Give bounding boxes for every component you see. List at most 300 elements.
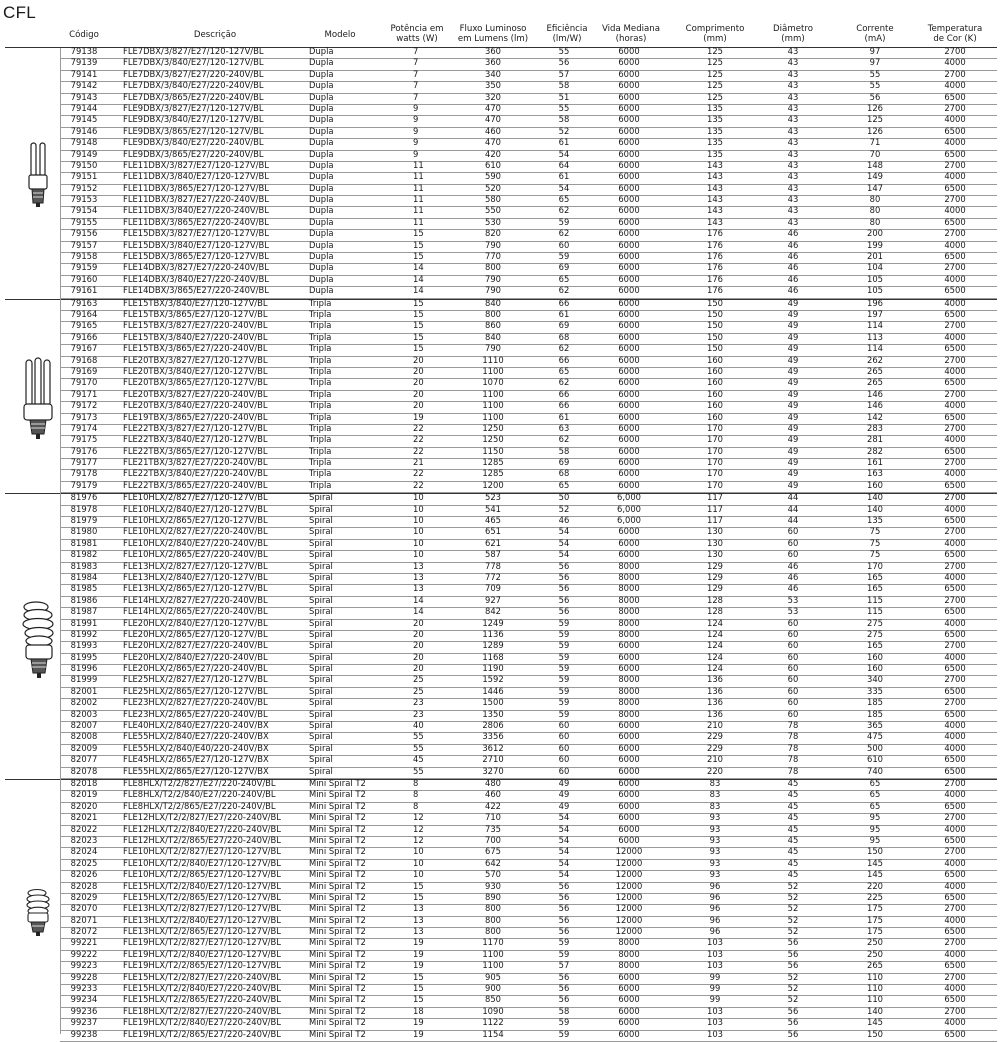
cell-eficiencia: 56: [558, 994, 570, 1005]
cell-diametro: 46: [787, 273, 799, 284]
cell-potencia: 10: [413, 537, 424, 548]
cell-corrente: 335: [867, 685, 883, 696]
cell-temperatura: 6500: [944, 285, 966, 296]
cell-temperatura: 2700: [944, 46, 966, 56]
cell-fluxo: 709: [485, 583, 501, 594]
cell-temperatura: 4000: [944, 537, 966, 548]
cell-diametro: 43: [787, 194, 799, 205]
cell-potencia: 10: [413, 549, 424, 560]
cell-comprimento: 160: [707, 354, 723, 365]
cell-vida: 8000: [618, 594, 640, 605]
cell-diametro: 49: [787, 388, 799, 399]
cell-modelo: Spiral: [309, 549, 333, 560]
cell-comprimento: 229: [707, 731, 723, 742]
cell-corrente: 283: [867, 422, 883, 433]
cell-codigo: 79159: [70, 262, 98, 273]
cell-descricao: FLE19HLX/T2/2/840/E27/220-240V/BL: [123, 1017, 281, 1028]
cell-potencia: 7: [413, 68, 419, 79]
cell-diametro: 49: [787, 343, 799, 354]
cell-temperatura: 4000: [944, 297, 966, 308]
cell-potencia: 15: [413, 251, 424, 262]
cell-modelo: Dupla: [309, 251, 334, 262]
cell-modelo: Dupla: [309, 102, 334, 113]
cell-modelo: Spiral: [309, 492, 333, 503]
cell-diametro: 43: [787, 182, 799, 193]
cell-temperatura: 6500: [944, 91, 966, 102]
cell-fluxo: 2710: [482, 754, 504, 765]
cell-eficiencia: 56: [558, 560, 570, 571]
cell-comprimento: 93: [709, 857, 721, 868]
cell-temperatura: 6500: [944, 411, 966, 422]
cell-diametro: 43: [787, 68, 799, 79]
cell-fluxo: 1190: [482, 663, 504, 674]
cell-modelo: Mini Spiral T2: [309, 914, 366, 925]
cell-corrente: 365: [867, 720, 883, 731]
cell-descricao: FLE7DBX/3/827/E27/120-127V/BL: [123, 46, 264, 56]
cell-fluxo: 770: [485, 251, 501, 262]
cell-temperatura: 6500: [944, 125, 966, 136]
cell-potencia: 7: [413, 80, 419, 91]
cell-codigo: 99221: [70, 937, 98, 948]
cell-codigo: 82003: [70, 708, 98, 719]
cell-comprimento: 150: [707, 331, 723, 342]
cell-descricao: FLE13HLX/2/840/E27/120-127V/BL: [123, 571, 268, 582]
cell-temperatura: 2700: [944, 194, 966, 205]
cell-fluxo: 642: [485, 857, 501, 868]
cell-descricao: FLE10HLX/2/840/E27/220-240V/BL: [123, 537, 268, 548]
cell-descricao: FLE22TBX/3/865/E27/120-127V/BL: [123, 445, 268, 456]
cell-descricao: FLE7DBX/3/840/E27/120-127V/BL: [123, 57, 264, 68]
cell-diametro: 49: [787, 457, 799, 468]
cell-corrente: 125: [867, 114, 883, 125]
cell-comprimento: 93: [709, 869, 721, 880]
cell-codigo: 82007: [70, 720, 98, 731]
cell-descricao: FLE11DBX/3/840/E27/220-240V/BL: [123, 205, 269, 216]
cell-potencia: 12: [413, 823, 424, 834]
cell-modelo: Spiral: [309, 731, 333, 742]
cell-corrente: 200: [867, 228, 883, 239]
cell-comprimento: 135: [707, 125, 723, 136]
cell-comprimento: 210: [707, 720, 723, 731]
cell-comprimento: 135: [707, 114, 723, 125]
cell-fluxo: 340: [485, 68, 501, 79]
cell-descricao: FLE15TBX/3/840/E27/220-240V/BL: [123, 331, 268, 342]
cell-eficiencia: 56: [558, 57, 570, 68]
cell-codigo: 81986: [70, 594, 98, 605]
cell-corrente: 160: [867, 479, 883, 490]
cell-eficiencia: 60: [558, 742, 570, 753]
cell-vida: 6000: [618, 148, 640, 159]
cell-descricao: FLE14DBX/3/865/E27/220-240V/BL: [123, 285, 269, 296]
cell-potencia: 15: [413, 971, 424, 982]
cell-diametro: 45: [787, 789, 799, 800]
cell-vida: 6000: [618, 983, 640, 994]
cell-fluxo: 360: [485, 46, 501, 56]
cell-fluxo: 1070: [482, 377, 504, 388]
cell-vida: 6000: [618, 159, 640, 170]
cell-potencia: 13: [413, 583, 424, 594]
cell-comprimento: 135: [707, 137, 723, 148]
cell-fluxo: 651: [485, 526, 501, 537]
cell-descricao: FLE22TBX/3/865/E27/220-240V/BL: [123, 479, 268, 490]
cell-potencia: 22: [413, 468, 424, 479]
cell-comprimento: 103: [707, 960, 723, 971]
cell-fluxo: 1285: [482, 468, 504, 479]
cell-eficiencia: 58: [558, 1005, 570, 1016]
cell-descricao: FLE9DBX/3/865/E27/220-240V/BL: [123, 148, 264, 159]
cell-fluxo: 320: [485, 91, 501, 102]
cell-fluxo: 790: [485, 285, 501, 296]
cell-codigo: 79156: [70, 228, 98, 239]
cell-codigo: 79145: [70, 114, 98, 125]
cell-descricao: FLE14HLX/2/827/E27/220-240V/BL: [123, 594, 268, 605]
cell-fluxo: 587: [485, 549, 501, 560]
cell-potencia: 20: [413, 400, 424, 411]
cell-corrente: 97: [869, 57, 881, 68]
cell-codigo: 82029: [70, 891, 98, 902]
cell-descricao: FLE10HLX/T2/2/840/E27/120-127V/BL: [123, 857, 281, 868]
cell-comprimento: 93: [709, 823, 721, 834]
cell-corrente: 126: [867, 125, 883, 136]
cell-vida: 6000: [618, 273, 640, 284]
cell-fluxo: 930: [485, 880, 501, 891]
cell-codigo: 82023: [70, 834, 98, 845]
cell-vida: 6000: [618, 182, 640, 193]
cell-potencia: 14: [413, 594, 424, 605]
cell-descricao: FLE20TBX/3/865/E27/120-127V/BL: [123, 377, 268, 388]
cell-codigo: 82071: [70, 914, 98, 925]
cell-vida: 6000: [618, 137, 640, 148]
cell-diametro: 49: [787, 468, 799, 479]
cell-codigo: 79177: [70, 457, 98, 468]
cell-potencia: 15: [413, 891, 424, 902]
cell-vida: 6000: [618, 205, 640, 216]
cell-diametro: 43: [787, 205, 799, 216]
cell-diametro: 46: [787, 285, 799, 296]
cell-modelo: Dupla: [309, 137, 334, 148]
cell-diametro: 43: [787, 80, 799, 91]
cell-fluxo: 550: [485, 205, 501, 216]
cell-diametro: 78: [787, 742, 799, 753]
cell-fluxo: 675: [485, 846, 501, 857]
cell-modelo: Dupla: [309, 285, 334, 296]
cell-potencia: 12: [413, 834, 424, 845]
cell-vida: 6000: [618, 640, 640, 651]
cell-corrente: 114: [867, 343, 883, 354]
cell-diametro: 60: [787, 617, 799, 628]
cell-comprimento: 136: [707, 685, 723, 696]
cell-temperatura: 2700: [944, 812, 966, 823]
cell-comprimento: 229: [707, 742, 723, 753]
cell-codigo: 79171: [70, 388, 98, 399]
cell-descricao: FLE8HLX/T2/2/840/E27/220-240V/BL: [123, 789, 276, 800]
lamp-section: [0, 48, 1000, 299]
cell-diametro: 60: [787, 526, 799, 537]
cell-modelo: Spiral: [309, 674, 333, 685]
cell-potencia: 20: [413, 365, 424, 376]
cell-corrente: 148: [867, 159, 883, 170]
cell-potencia: 10: [413, 503, 424, 514]
cell-fluxo: 3612: [482, 742, 504, 753]
cell-descricao: FLE20HLX/2/827/E27/220-240V/BL: [123, 640, 268, 651]
cell-modelo: Mini Spiral T2: [309, 1005, 366, 1016]
cell-diametro: 43: [787, 57, 799, 68]
cell-descricao: FLE15HLX/T2/2/840/E27/220-240V/BL: [123, 983, 281, 994]
cell-corrente: 262: [867, 354, 883, 365]
cell-temperatura: 4000: [944, 731, 966, 742]
cell-eficiencia: 59: [558, 216, 570, 227]
cell-temperatura: 4000: [944, 571, 966, 582]
cell-corrente: 165: [867, 583, 883, 594]
cell-eficiencia: 66: [558, 388, 570, 399]
cell-eficiencia: 46: [558, 515, 570, 526]
cell-potencia: 25: [413, 674, 424, 685]
cell-comprimento: 170: [707, 445, 723, 456]
cell-temperatura: 6500: [944, 606, 966, 617]
cell-comprimento: 124: [707, 651, 723, 662]
cell-comprimento: 176: [707, 273, 723, 284]
cell-eficiencia: 54: [558, 537, 570, 548]
cell-corrente: 145: [867, 869, 883, 880]
cell-temperatura: 6500: [944, 869, 966, 880]
cell-vida: 6000: [618, 251, 640, 262]
cell-fluxo: 1154: [482, 1028, 504, 1039]
cell-temperatura: 2700: [944, 846, 966, 857]
cell-potencia: 18: [413, 1005, 424, 1016]
cell-temperatura: 6500: [944, 251, 966, 262]
cell-descricao: FLE10HLX/2/865/E27/220-240V/BL: [123, 549, 268, 560]
cell-corrente: 220: [867, 880, 883, 891]
cell-vida: 6000: [618, 445, 640, 456]
cell-temperatura: 2700: [944, 640, 966, 651]
cell-descricao: FLE10HLX/T2/2/865/E27/120-127V/BL: [123, 869, 281, 880]
cell-eficiencia: 58: [558, 114, 570, 125]
code-column-divider: [60, 48, 61, 1034]
cell-diametro: 43: [787, 125, 799, 136]
cell-modelo: Tripla: [309, 468, 332, 479]
cell-vida: 8000: [618, 697, 640, 708]
cell-comprimento: 125: [707, 68, 723, 79]
cell-corrente: 165: [867, 640, 883, 651]
cell-potencia: 20: [413, 377, 424, 388]
cell-eficiencia: 59: [558, 1028, 570, 1039]
cell-fluxo: 840: [485, 297, 501, 308]
cell-corrente: 146: [867, 388, 883, 399]
cell-diametro: 45: [787, 846, 799, 857]
cell-comprimento: 210: [707, 754, 723, 765]
cell-eficiencia: 54: [558, 526, 570, 537]
cell-vida: 8000: [618, 960, 640, 971]
cell-temperatura: 6500: [944, 377, 966, 388]
cell-vida: 6000: [618, 754, 640, 765]
cell-comprimento: 170: [707, 434, 723, 445]
header-potencia: [382, 25, 452, 44]
cell-corrente: 105: [867, 285, 883, 296]
cell-vida: 6000: [618, 823, 640, 834]
cell-diametro: 60: [787, 697, 799, 708]
cell-descricao: FLE12HLX/T2/2/827/E27/220-240V/BL: [123, 812, 281, 823]
cell-vida: 6000: [618, 479, 640, 490]
cell-potencia: 19: [413, 960, 424, 971]
cell-potencia: 10: [413, 846, 424, 857]
cell-eficiencia: 65: [558, 273, 570, 284]
cell-eficiencia: 69: [558, 457, 570, 468]
lamp-section: [0, 779, 1000, 1042]
cell-vida: 6000: [618, 377, 640, 388]
cell-descricao: FLE19HLX/T2/2/827/E27/120-127V/BL: [123, 937, 281, 948]
cell-comprimento: 96: [709, 903, 721, 914]
cell-vida: 12000: [615, 914, 643, 925]
cell-codigo: 79164: [70, 308, 98, 319]
cell-fluxo: 927: [485, 594, 501, 605]
cell-diametro: 49: [787, 297, 799, 308]
cell-fluxo: 590: [485, 171, 501, 182]
spiral-cfl-icon: [18, 599, 58, 685]
cell-eficiencia: 56: [558, 914, 570, 925]
cell-modelo: Dupla: [309, 273, 334, 284]
cell-vida: 6000: [618, 125, 640, 136]
cell-modelo: Mini Spiral T2: [309, 903, 366, 914]
cell-vida: 6000: [618, 411, 640, 422]
cell-diametro: 44: [787, 492, 799, 503]
cell-fluxo: 350: [485, 80, 501, 91]
cell-potencia: 14: [413, 273, 424, 284]
header-fluxo-line2: em Lumens (lm): [457, 33, 529, 44]
cell-eficiencia: 54: [558, 823, 570, 834]
cell-descricao: FLE7DBX/3/827/E27/220-240V/BL: [123, 68, 264, 79]
cell-codigo: 79141: [70, 68, 98, 79]
cell-modelo: Tripla: [309, 320, 332, 331]
cell-potencia: 22: [413, 422, 424, 433]
cell-comprimento: 150: [707, 320, 723, 331]
cell-eficiencia: 65: [558, 479, 570, 490]
cell-potencia: 15: [413, 297, 424, 308]
cell-potencia: 11: [413, 159, 424, 170]
cell-diametro: 52: [787, 983, 799, 994]
product-table: [0, 48, 1000, 1042]
cell-codigo: 81980: [70, 526, 98, 537]
cell-codigo: 79169: [70, 365, 98, 376]
cell-potencia: 21: [413, 457, 424, 468]
cell-diametro: 49: [787, 422, 799, 433]
cell-descricao: FLE7DBX/3/865/E27/220-240V/BL: [123, 91, 264, 102]
cell-diametro: 60: [787, 640, 799, 651]
cell-modelo: Spiral: [309, 537, 333, 548]
cell-vida: 6000: [618, 1005, 640, 1016]
cell-temperatura: 2700: [944, 1005, 966, 1016]
cell-modelo: Mini Spiral T2: [309, 846, 366, 857]
cell-diametro: 53: [787, 606, 799, 617]
cell-temperatura: 4000: [944, 914, 966, 925]
cell-descricao: FLE13HLX/2/827/E27/120-127V/BL: [123, 560, 268, 571]
cell-modelo: Tripla: [309, 331, 332, 342]
cell-potencia: 19: [413, 1017, 424, 1028]
cell-descricao: FLE15TBX/3/840/E27/120-127V/BL: [123, 297, 268, 308]
cell-codigo: 82072: [70, 926, 98, 937]
cell-corrente: 126: [867, 102, 883, 113]
cell-vida: 6000: [618, 216, 640, 227]
cell-modelo: Spiral: [309, 583, 333, 594]
cell-potencia: 11: [413, 171, 424, 182]
cell-modelo: Tripla: [309, 343, 332, 354]
cell-codigo: 82020: [70, 800, 98, 811]
cell-corrente: 175: [867, 903, 883, 914]
cell-potencia: 20: [413, 640, 424, 651]
cell-temperatura: 4000: [944, 365, 966, 376]
cell-modelo: Spiral: [309, 515, 333, 526]
cell-eficiencia: 59: [558, 617, 570, 628]
cell-diametro: 78: [787, 720, 799, 731]
cell-diametro: 56: [787, 960, 799, 971]
cell-corrente: 225: [867, 891, 883, 902]
cell-fluxo: 520: [485, 182, 501, 193]
cell-eficiencia: 61: [558, 137, 570, 148]
cell-fluxo: 1350: [482, 708, 504, 719]
cell-eficiencia: 69: [558, 320, 570, 331]
cell-diametro: 46: [787, 583, 799, 594]
cell-diametro: 49: [787, 377, 799, 388]
cell-diametro: 52: [787, 903, 799, 914]
cell-temperatura: 4000: [944, 857, 966, 868]
cell-potencia: 12: [413, 812, 424, 823]
header-diametro-line2: (mm): [781, 33, 805, 44]
cell-potencia: 55: [413, 765, 424, 776]
cell-temperatura: 6500: [944, 148, 966, 159]
cell-temperatura: 4000: [944, 137, 966, 148]
cell-diametro: 49: [787, 411, 799, 422]
cell-temperatura: 4000: [944, 171, 966, 182]
cell-corrente: 475: [867, 731, 883, 742]
cell-comprimento: 130: [707, 526, 723, 537]
cell-temperatura: 6500: [944, 549, 966, 560]
cell-descricao: FLE20HLX/2/865/E27/220-240V/BL: [123, 663, 268, 674]
cell-eficiencia: 60: [558, 731, 570, 742]
cell-codigo: 82019: [70, 789, 98, 800]
cell-eficiencia: 56: [558, 880, 570, 891]
cell-diametro: 56: [787, 1005, 799, 1016]
cell-descricao: FLE18HLX/T2/2/827/E27/220-240V/BL: [123, 1005, 281, 1016]
cell-vida: 6000: [618, 834, 640, 845]
cell-corrente: 250: [867, 937, 883, 948]
cell-diametro: 60: [787, 674, 799, 685]
cell-diametro: 46: [787, 571, 799, 582]
cell-modelo: Spiral: [309, 560, 333, 571]
cell-comprimento: 135: [707, 102, 723, 113]
cell-temperatura: 6500: [944, 628, 966, 639]
cell-fluxo: 460: [485, 789, 501, 800]
cell-potencia: 14: [413, 285, 424, 296]
cell-temperatura: 6500: [944, 926, 966, 937]
cell-diametro: 49: [787, 400, 799, 411]
cell-vida: 6000: [618, 343, 640, 354]
cell-potencia: 9: [413, 102, 419, 113]
cell-descricao: FLE12HLX/T2/2/865/E27/220-240V/BL: [123, 834, 281, 845]
cell-codigo: 79165: [70, 320, 98, 331]
cell-temperatura: 2700: [944, 320, 966, 331]
cell-comprimento: 150: [707, 297, 723, 308]
cell-comprimento: 143: [707, 159, 723, 170]
cell-modelo: Dupla: [309, 262, 334, 273]
cell-vida: 12000: [615, 880, 643, 891]
cell-codigo: 81978: [70, 503, 98, 514]
cell-fluxo: 1100: [482, 388, 504, 399]
cell-codigo: 79153: [70, 194, 98, 205]
cell-eficiencia: 61: [558, 411, 570, 422]
cell-temperatura: 4000: [944, 239, 966, 250]
cell-corrente: 275: [867, 617, 883, 628]
cell-eficiencia: 65: [558, 194, 570, 205]
cell-comprimento: 136: [707, 674, 723, 685]
